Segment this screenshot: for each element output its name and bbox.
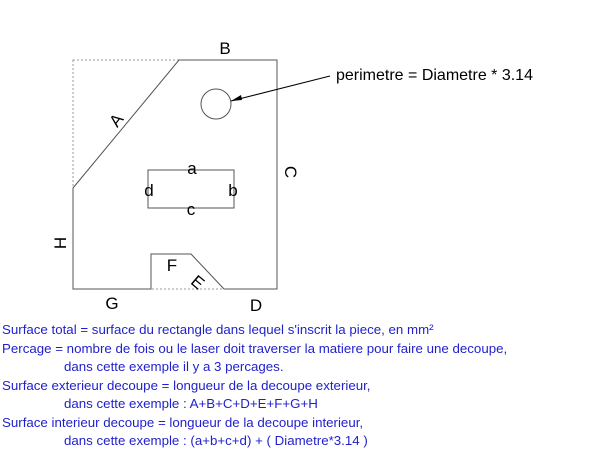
inner-label-b: b bbox=[228, 181, 238, 200]
inner-label-d: d bbox=[144, 181, 154, 200]
note-exterieur-example: dans cette exemple : A+B+C+D+E+F+G+H bbox=[64, 396, 318, 411]
inner-label-c: c bbox=[186, 200, 196, 219]
notes-block bbox=[2, 321, 598, 451]
part-outline bbox=[73, 60, 277, 289]
inner-label-a: a bbox=[187, 159, 197, 178]
edge-label-c: C bbox=[281, 165, 300, 179]
edge-label-d: D bbox=[249, 296, 263, 315]
note-percage-example: dans cette exemple il y a 3 percages. bbox=[64, 359, 284, 374]
circular-hole bbox=[201, 89, 231, 119]
note-surface-interieur: Surface interieur decoupe = longueur de la decoupe interieur, bbox=[2, 414, 364, 430]
note-surface-exterieur: Surface exterieur decoupe = longueur de la decoupe exterieur, bbox=[2, 377, 371, 393]
callout-arrowhead bbox=[231, 95, 242, 101]
note-interieur-example: dans cette exemple : (a+b+c+d) + ( Diametre*3.14 ) bbox=[64, 433, 368, 448]
edge-label-b: B bbox=[219, 39, 231, 58]
edge-label-h: H bbox=[51, 236, 70, 250]
edge-label-e: E bbox=[187, 271, 209, 294]
edge-label-g: G bbox=[105, 294, 119, 313]
note-surface-total: Surface total = surface du rectangle dans lequel s'inscrit la piece, en mm² bbox=[2, 322, 434, 337]
edge-label-f: F bbox=[166, 256, 178, 275]
note-percage: Percage = nombre de fois ou le laser doit traverser la matiere pour faire une decoupe, bbox=[2, 340, 508, 356]
callout-text: perimetre = Diametre * 3.14 bbox=[336, 67, 533, 84]
edge-label-a: A bbox=[105, 109, 128, 131]
callout-leader bbox=[231, 76, 330, 101]
bounding-rectangle bbox=[73, 60, 277, 289]
